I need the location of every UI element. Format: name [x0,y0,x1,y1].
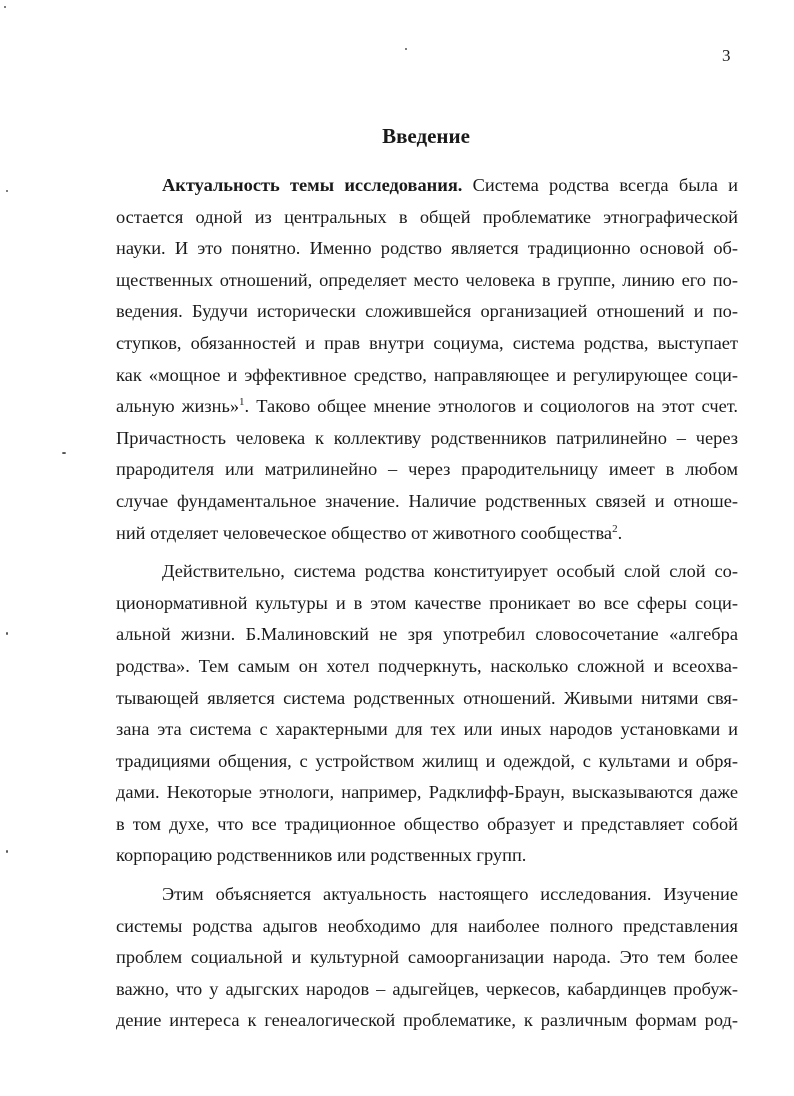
text-span: Система родства всегда была и [462,175,738,195]
text-line: ционормативной культуры и в этом качестве проникает во все сферы соци- [116,592,738,613]
text-line: дами. Некоторые этнологи, например, Радклифф-Браун, высказываются даже [116,782,738,803]
text-span: . [617,522,623,543]
scan-speck [405,48,407,50]
scan-speck [6,632,8,635]
text-line: Этим объясняется актуальность настоящего исследования. Изучение [162,884,738,905]
scan-speck [62,452,66,454]
text-line [116,518,738,550]
paragraph-lead-heading: Актуальность темы исследования. [162,175,463,195]
text-line: прародителя или матрилинейно – через прародительницу имеет в любом [116,459,738,480]
paragraph-study-purpose [116,879,738,1037]
text-line: важно, что у адыгских народов – адыгейцев, черкесов, кабардинцев пробуж- [116,978,738,999]
text-line: системы родства адыгов необходимо для наиболее полного представления [116,915,738,936]
text-line: как «мощное и эффективное средство, направляющее и регулирующее соци- [116,364,738,385]
text-line: ведения. Будучи исторически сложившейся организацией отношений и по- [116,301,738,322]
footnote-marker[interactable]: 1 [239,396,245,409]
text-line: Причастность человека к коллективу родственников патрилинейно – через [116,427,738,448]
text-line: Действительно, система родства конституирует особый слой слой со- [162,561,738,582]
text-line: корпорацию родственников или родственных групп. [116,845,527,866]
text-line: в том духе, что все традиционное общество образует и представляет собой [116,813,738,834]
page-number: 3 [722,46,731,65]
text-line: тывающей является система родственных отношений. Живыми нитями свя- [116,687,738,708]
scan-speck [4,6,6,8]
page-title: Введение [382,124,470,148]
text-span: . Таково общее мнение этнологов и социологов на этот счет. [244,396,739,417]
paragraph-kinship-system [116,556,738,872]
scan-speck [6,850,8,853]
footnote-marker[interactable]: 2 [612,522,618,535]
text-line: альной жизни. Б.Малиновский не зря употребил словосочетание «алгебра [116,624,738,645]
text-line: ступков, обязанностей и прав внутри социума, система родства, выступает [116,332,738,353]
paragraph-spacer [116,872,738,879]
text-line [116,391,738,423]
text-span: альную жизнь» [116,396,240,417]
text-line: дение интереса к генеалогической проблематике, к различным формам род- [116,1010,738,1031]
text-line: традициями общения, с устройством жилищ и одеждой, с культами и обря- [116,750,738,771]
text-line [116,170,738,202]
text-line: щественных отношений, определяет место человека в группе, линию его по- [116,269,738,290]
text-line: остается одной из центральных в общей проблематике этнографической [116,206,738,227]
text-span: ний отделяет человеческое общество от животного сообщества [116,522,613,543]
text-line: науки. И это понятно. Именно родство является традиционно основой об- [116,238,738,259]
document-body [116,170,738,1037]
text-line: родства». Тем самым он хотел подчеркнуть, насколько сложной и всеохва- [116,655,738,676]
scan-speck [6,190,8,192]
text-line: случае фундаментальное значение. Наличие родственных связей и отноше- [116,490,738,511]
paragraph-relevance [116,170,738,549]
paragraph-spacer [116,549,738,556]
text-line: проблем социальной и культурной самоорганизации народа. Это тем более [116,947,738,968]
text-line: зана эта система с характерными для тех или иных народов установками и [116,719,738,740]
